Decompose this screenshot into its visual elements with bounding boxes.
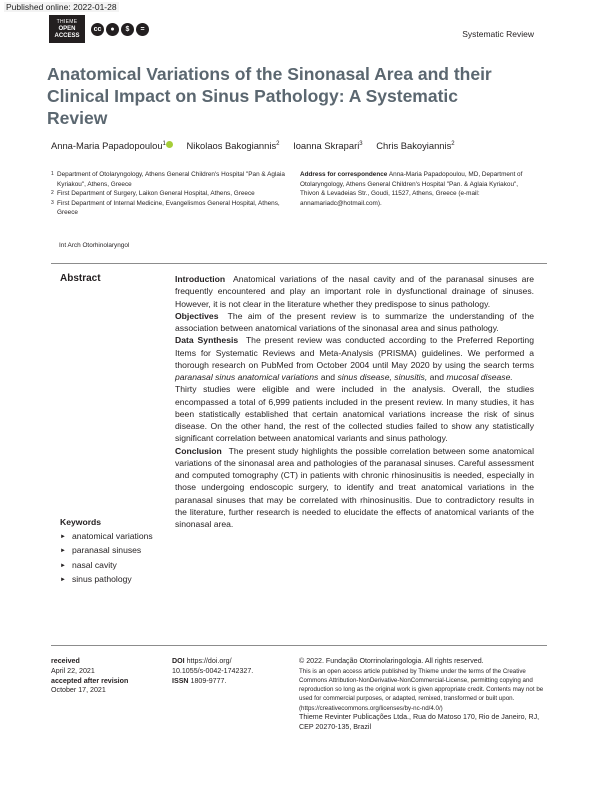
abstract-body [175,273,534,530]
affiliation: 2 First Department of Surgery, Laikon General Hospital, Athens, Greece [51,190,255,198]
author: Nikolaos Bakogiannis$^2$ [186,140,280,151]
keyword-item: ► paranasal sinuses [60,544,153,559]
by-icon: ● [106,23,119,36]
license-text: This is an open access article published by Thieme under the terms of the Creative Commons Attribution-NonDerivative-NonCommercial-License, permitting copying and reproduction so long as the original work is given appropriate credit. Contents may not be used for commercial purposes, or adapted, remixed, transformed or built upon. (https://creativecommons.org/licenses/by-nc-nd/4.0/) [299,667,544,712]
published-online-date: Published online: 2022-01-28 [6,2,117,12]
article-dates: received April 22, 2021 accepted after revision October 17, 2021 [51,657,129,695]
publisher-address: Thieme Revinter Publicações Ltda., Rua do Matoso 170, Rio de Janeiro, RJ, CEP 20270-135, Brazil [299,712,540,731]
keywords-heading: Keywords [60,517,102,527]
section-label: Systematic Review [462,29,534,39]
nd-icon: = [136,23,149,36]
thieme-open-access-logo: THIEME OPEN ACCESS [49,15,85,43]
cc-icon: cc [91,23,104,36]
article-title: Anatomical Variations of the Sinonasal Area and their Clinical Impact on Sinus Pathology: A Systematic Review [47,64,492,128]
journal-name: Int Arch Otorhinolaryngol [59,242,130,249]
abstract-objectives: Objectives The aim of the present review is to summarize the understanding of the association between anatomical variations of the sinonasal area and sinus pathology. [175,310,535,333]
keyword-item: ► sinus pathology [60,573,153,588]
abstract-heading: Abstract [60,273,101,284]
divider [51,645,547,646]
divider [51,263,547,264]
nc-icon: $ [121,23,134,36]
affiliation: 3 First Department of Internal Medicine, Evangelismos General Hospital, Athens, Greece [51,199,280,217]
correspondence-address: Address for correspondence Anna-Maria Papadopoulou, MD, Department of Otolaryngology, Athens General Children's Hospital "Pan. & Aglaia Kyriakou", Thivon & Levadeias Str., Goudi, 11527, Athens, Greece (e-mail: annamariadc@hotmail.com). [300,171,523,207]
abstract-introduction: Introduction Anatomical variations of the nasal cavity and of the paranasal sinuses are frequently encountered and play an important role in dysfunctional drainage of sinuses. However, it is not clear in the literature whether they predispose to sinus pathology. [175,274,535,309]
creative-commons-icons [91,23,149,36]
abstract-conclusion: Conclusion The present study highlights the possible correlation between some anatomical variations of the sinonasal area and pathologies of the paranasal sinuses. Careful assessment and computed tomography (CT) in patients with chronic rhinosinusitis is needed, especially in those undergoing endoscopic surgery, to identify and treat anatomical variations in the paranasal sinuses that may be correlated with rhinosinusitis. Due to contradictory results in the literature, further research is needed to elucidate the effects of anatomical variants of the sinonasal area. [175,445,534,529]
affiliation: 1 Department of Otolaryngology, Athens General Children's Hospital "Pan & Aglaia Kyriakou", Athens, Greece [51,171,285,188]
abstract-results: Thirty studies were eligible and were included in the analysis. Overall, the studies encompassed a total of 6,999 patients included in the present review. In many studies, it has been statistically established that certain anatomical variations increase the risk of sinus disease. On the other hand, the rest of the collected studies failed to show any statistically significant correlation between anatomical variants and sinus pathology. [175,384,534,444]
affiliations [51,170,291,218]
doi-issn: DOI https://doi.org/ 10.1055/s-0042-1742327. ISSN 1809-9777. [172,657,254,685]
keyword-item: ► anatomical variations [60,530,153,545]
author: Chris Bakoyiannis$^2$ [376,140,455,151]
keywords [60,516,153,588]
author-list [51,140,466,151]
keyword-item: ► nasal cavity [60,559,153,574]
doi-link[interactable]: https://doi.org/ [186,657,232,665]
abstract-data-synthesis: Data Synthesis The present review was conducted according to the Preferred Reporting Items for Systematic Reviews and Meta-Analysis (PRISMA) guidelines. We performed a thorough research on PubMed from October 2004 until May 2020 by using the search terms paranasal sinus anatomical variations and sinus disease, sinusitis, and mucosal disease. [175,335,534,382]
author: Ioanna Skrapari$^3$ [293,140,363,151]
author: Anna-Maria Papadopoulou$^1$ [51,140,173,151]
orcid-icon[interactable] [166,141,173,148]
copyright-notice: © 2022. Fundação Otorrinolaringologia. All rights reserved. This is an open access article published by Thieme under the terms of the Creative Commons Attribution-NonDerivative-NonCommercial-License, permitting copying and reproduction so long as the original work is given appropriate credit. Contents may not be used for commercial purposes, or adapted, remixed, transformed or built upon. (https://creativecommons.org/licenses/by-nc-nd/4.0/) Thieme Revinter Publicações Ltda., Rua do Matoso 170, Rio de Janeiro, RJ, CEP 20270-135, Brazil [299,657,549,732]
